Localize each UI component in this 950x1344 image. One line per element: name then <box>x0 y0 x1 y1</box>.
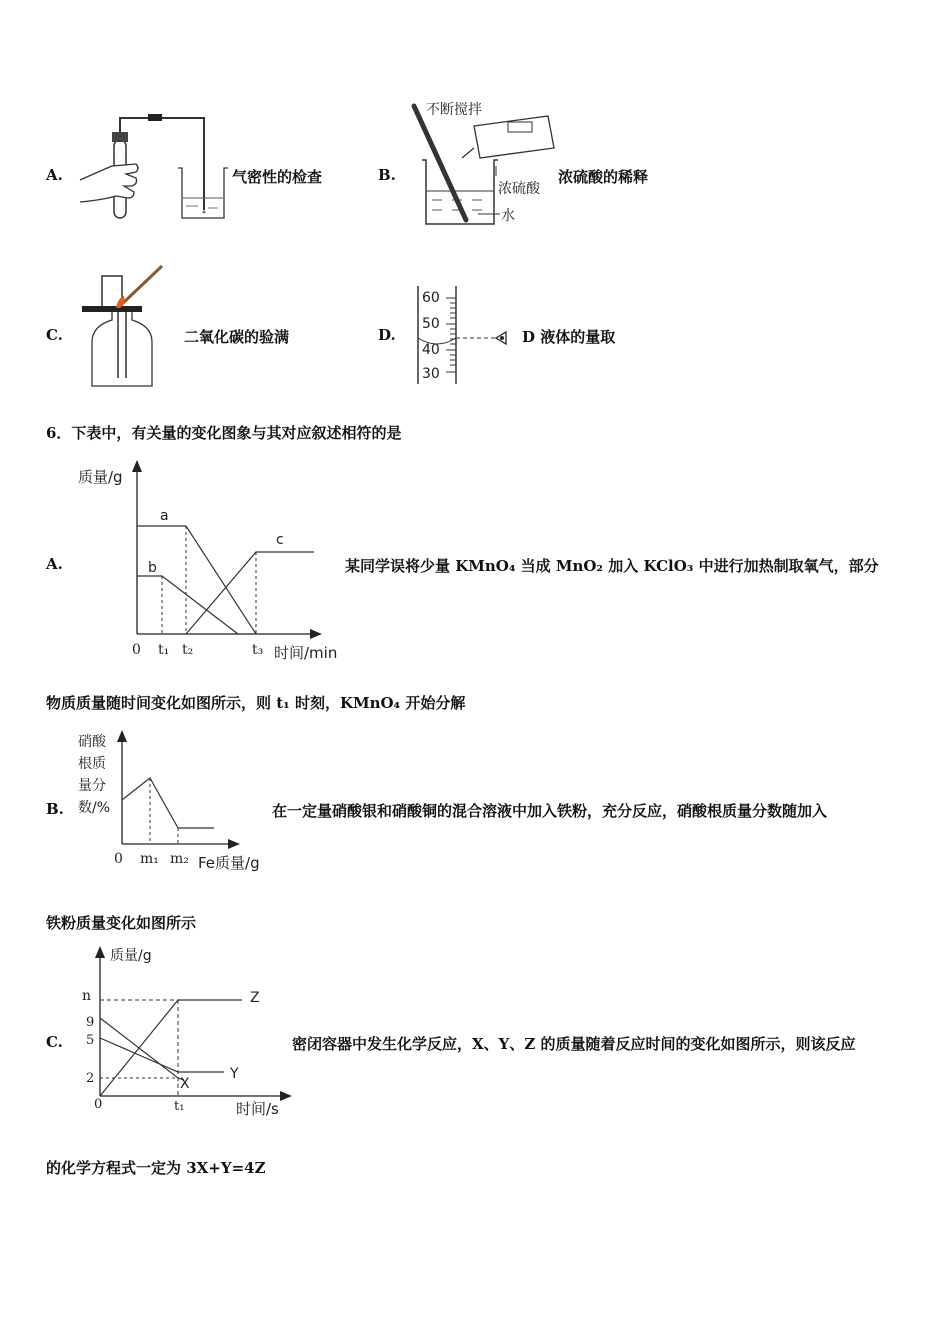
tick-60: 60 <box>422 290 440 306</box>
curve-c <box>186 552 314 634</box>
curve-b-label: b <box>148 560 157 576</box>
y-tick-5: 5 <box>86 1033 95 1048</box>
acid-dilution-figure <box>408 96 558 231</box>
option-b-letter: B. <box>378 166 396 184</box>
y-tick-n: n <box>82 988 92 1004</box>
q6-c-text-line1: 密闭容器中发生化学反应，X、Y、Z 的质量随着反应时间的变化如图所示，则该反应 <box>292 1035 856 1053</box>
hand-icon <box>80 164 138 202</box>
curve-b <box>137 576 238 634</box>
label-stir: 不断搅拌 <box>426 102 482 118</box>
burning-splint <box>122 266 162 304</box>
x-axis-label: 时间/min <box>274 644 338 662</box>
tick-30: 30 <box>422 366 440 382</box>
x-tick-m1: m₁ <box>140 851 159 867</box>
option-d-caption: D 液体的量取 <box>522 328 616 346</box>
q6-option-a-letter: A. <box>46 555 63 573</box>
q6-option-c-letter: C. <box>46 1033 63 1051</box>
x-axis-label: 时间/s <box>236 1100 279 1118</box>
q6-b-text-line2: 铁粉质量变化如图所示 <box>46 914 197 932</box>
x-tick-t3: t₃ <box>252 642 264 658</box>
label-acid: 浓硫酸 <box>498 181 540 197</box>
q6-option-b-letter: B. <box>46 800 64 818</box>
q6-a-chart <box>72 456 352 666</box>
q6-b-text-line1: 在一定量硝酸银和硝酸铜的混合溶液中加入铁粉，充分反应，硝酸根质量分数随加入 <box>272 802 828 820</box>
series-x-label: X <box>180 1076 190 1092</box>
curve-c-label: c <box>276 532 284 548</box>
x-tick-t2: t₂ <box>182 642 194 658</box>
option-a-caption: 气密性的检查 <box>232 168 323 186</box>
co2-check-figure <box>82 262 172 388</box>
x-tick-0: 0 <box>94 1097 103 1112</box>
x-tick-t1: t₁ <box>158 642 170 658</box>
q6-a-text-line2: 物质质量随时间变化如图所示，则 t₁ 时刻，KMnO₄ 开始分解 <box>46 694 466 712</box>
y-label-line1: 硝酸 <box>78 734 106 750</box>
x-tick-t1: t₁ <box>174 1099 185 1114</box>
y-axis-label: 质量/g <box>110 948 152 964</box>
question-6-stem: 6．下表中，有关量的变化图象与其对应叙述相符的是 <box>46 424 402 442</box>
series-z <box>100 1000 242 1096</box>
tick-40: 40 <box>422 342 440 358</box>
y-tick-2: 2 <box>86 1071 95 1086</box>
gas-bottle <box>92 310 152 386</box>
nitrate-curve <box>122 778 214 828</box>
series-y <box>100 1038 224 1072</box>
x-axis-label: Fe质量/g <box>198 854 260 872</box>
y-label-line2: 根质 <box>78 756 106 772</box>
label-water: 水 <box>501 208 515 224</box>
stopper <box>112 132 128 142</box>
q6-a-text-line1: 某同学误将少量 KMnO₄ 当成 MnO₂ 加入 KClO₃ 中进行加热制取氧气，部分 <box>345 557 879 575</box>
option-a-letter: A. <box>46 166 63 184</box>
airtightness-figure <box>78 110 228 225</box>
q6-c-chart <box>80 940 300 1120</box>
option-d-letter: D. <box>378 326 396 344</box>
option-c-caption: 二氧化碳的验满 <box>184 328 290 346</box>
series-y-label: Y <box>230 1066 239 1082</box>
cylinder-figure <box>412 284 524 388</box>
curve-a <box>137 526 256 634</box>
option-c-letter: C. <box>46 326 63 344</box>
x-tick-m2: m₂ <box>170 851 189 867</box>
series-z-label: Z <box>250 990 260 1006</box>
y-tick-9: 9 <box>86 1015 95 1030</box>
q6-c-text-line2: 的化学方程式一定为 3X+Y=4Z <box>46 1159 266 1177</box>
option-b-caption: 浓硫酸的稀释 <box>558 168 649 186</box>
x-tick-0: 0 <box>132 642 141 658</box>
y-label-line4: 数/% <box>78 800 111 816</box>
tick-50: 50 <box>422 316 440 332</box>
q6-b-chart <box>74 728 274 876</box>
y-label-line3: 量分 <box>78 778 106 794</box>
x-tick-0: 0 <box>114 851 123 867</box>
glass-rod <box>414 106 466 220</box>
curve-a-label: a <box>160 508 169 524</box>
rubber-connector <box>148 114 162 121</box>
series-x <box>100 1018 184 1080</box>
y-axis-label: 质量/g <box>78 468 123 486</box>
